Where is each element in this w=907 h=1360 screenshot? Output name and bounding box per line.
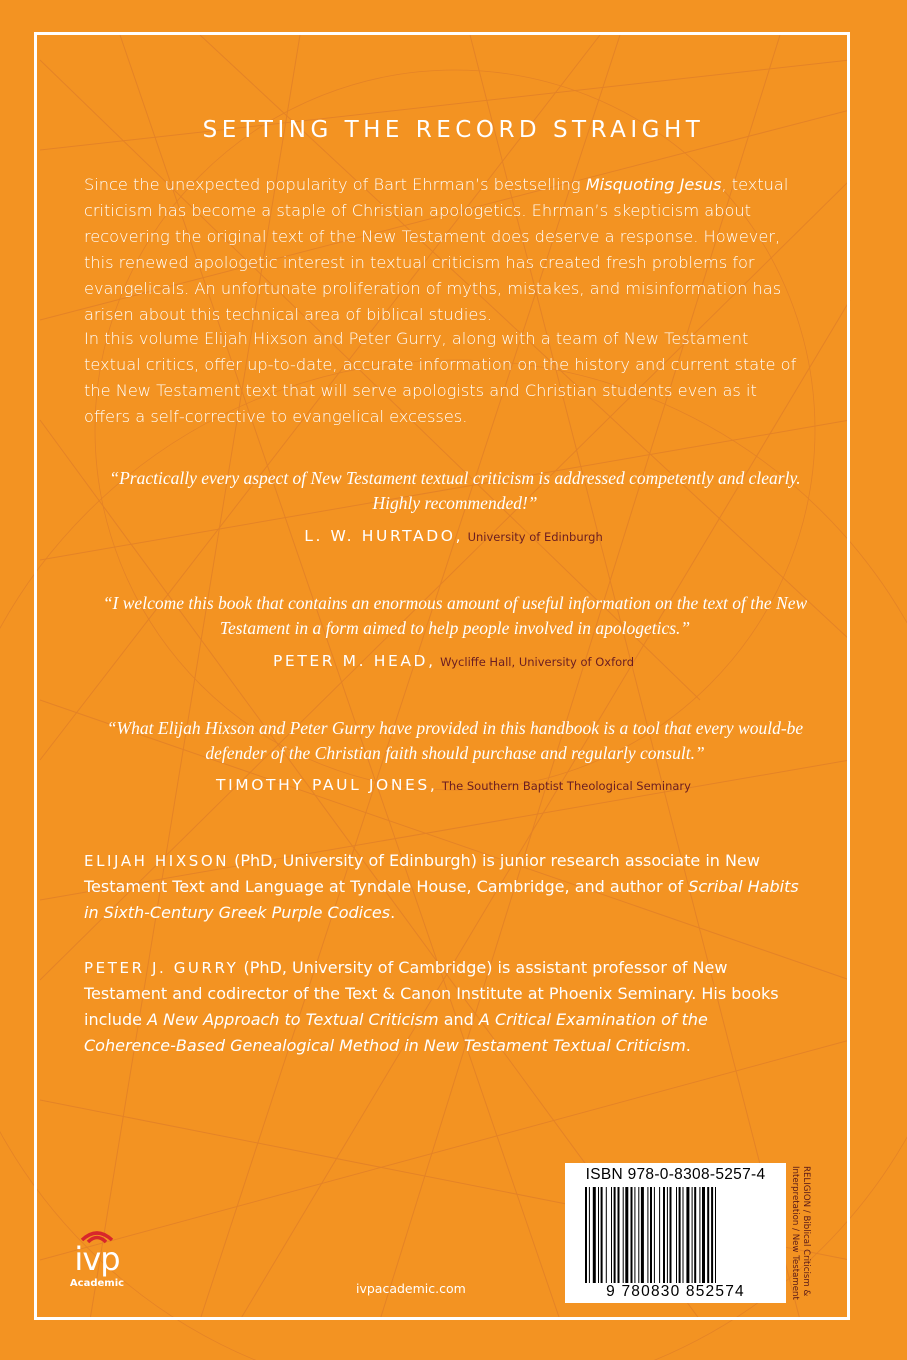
author-bio-gurry: PETER J. GURRY (PhD, University of Cambridge) is assistant professor of New Testament and codirector of the Text & Canon Institute at Phoenix Seminary. His books include A New Approach to Textual Criticism and A Critical Examination of the Coherence-Based Genealogical Method in New Testament Textual Criticism. bbox=[84, 958, 779, 1055]
endorser-name: TIMOTHY PAUL JONES, bbox=[216, 776, 438, 794]
barcode-bar bbox=[667, 1187, 668, 1283]
isbn-digits: 9 780830 852574 bbox=[606, 1283, 745, 1300]
endorsement-attribution bbox=[0, 652, 907, 671]
barcode-bar bbox=[686, 1187, 689, 1283]
barcode-bar bbox=[589, 1187, 590, 1283]
barcode-bar bbox=[715, 1187, 716, 1283]
barcode-bar bbox=[707, 1187, 709, 1283]
barcode-bar bbox=[650, 1187, 652, 1283]
endorser-institution: The Southern Baptist Theological Seminary bbox=[441, 779, 691, 793]
author-bio-hixson: ELIJAH HIXSON (PhD, University of Edinburgh) is junior research associate in New Testament Text and Language at Tyndale House, Cambridge, and author of Scribal Habits in Sixth-Century Greek Purple Codices. bbox=[84, 851, 799, 922]
barcode-bar bbox=[593, 1187, 596, 1283]
description-paragraph-1: Since the unexpected popularity of Bart Ehrman’s bestselling Misquoting Jesus, textual criticism has become a staple of Christian apologetics. Ehrman’s skepticism about recovering the original text of the New Testament does deserve a response. However, this renewed apologetic interest in textual criticism has created fresh problems for evangelicals. An unfortunate proliferation of myths, mistakes, and misinformation has arisen about this technical area of biblical studies. bbox=[84, 175, 789, 324]
barcode-bar bbox=[585, 1187, 587, 1283]
barcode-bar bbox=[618, 1187, 620, 1283]
barcode-bar bbox=[634, 1187, 635, 1283]
isbn-label: ISBN 978-0-8308-5257-4 bbox=[585, 1166, 766, 1183]
endorser-institution: Wycliffe Hall, University of Oxford bbox=[440, 655, 634, 669]
isbn-barcode-box bbox=[565, 1163, 786, 1303]
barcode-bar bbox=[606, 1187, 607, 1283]
barcode-bar bbox=[694, 1187, 696, 1283]
barcode-bar bbox=[711, 1187, 713, 1283]
endorsement-attribution bbox=[0, 776, 907, 795]
author-name: PETER J. GURRY bbox=[84, 959, 239, 977]
barcode-bar bbox=[641, 1187, 644, 1283]
barcode-bar bbox=[663, 1187, 665, 1283]
barcode-bar bbox=[692, 1187, 693, 1283]
endorsement-attribution bbox=[0, 527, 907, 546]
barcode-bar bbox=[623, 1187, 624, 1283]
barcode-bar bbox=[638, 1187, 639, 1283]
endorser-institution: University of Edinburgh bbox=[467, 530, 603, 544]
barcode-bar bbox=[654, 1187, 655, 1283]
barcode-bar bbox=[702, 1187, 705, 1283]
barcode-bar bbox=[598, 1187, 599, 1283]
barcode-bar bbox=[631, 1187, 633, 1283]
barcode-bar bbox=[614, 1187, 616, 1283]
barcode-bar bbox=[670, 1187, 672, 1283]
endorsement-quote: “I welcome this book that contains an enormous amount of useful information on the text of the New Testament in a form aimed to help people involved in apologetics.” bbox=[102, 593, 808, 638]
barcode bbox=[585, 1187, 766, 1283]
barcode-bar bbox=[611, 1187, 612, 1283]
endorsement-quote: “Practically every aspect of New Testament textual criticism is addressed competently and clearly. Highly recommended!” bbox=[109, 468, 801, 513]
barcode-bar bbox=[659, 1187, 660, 1283]
endorser-name: PETER M. HEAD, bbox=[272, 652, 436, 670]
endorsement-quote: “What Elijah Hixson and Peter Gurry have provided in this handbook is a tool that every would-be defender of the Christian faith should purchase and regularly consult.” bbox=[106, 718, 804, 763]
barcode-bar bbox=[679, 1187, 681, 1283]
category-label: RELIGION / Biblical Criticism & Interpretation / New Testament bbox=[790, 1166, 811, 1300]
description-paragraph-2: In this volume Elijah Hixson and Peter Gurry, along with a team of New Testament textual critics, offer up-to-date, accurate information on the history and current state of the New Testament text that will serve apologists and Christian students even as it offers a self-corrective to evangelical excesses. bbox=[84, 329, 797, 426]
barcode-bar bbox=[625, 1187, 628, 1283]
publisher-website: ivpacademic.com bbox=[356, 1281, 466, 1296]
barcode-bar bbox=[647, 1187, 648, 1283]
barcode-bar bbox=[699, 1187, 700, 1283]
barcode-bar bbox=[683, 1187, 684, 1283]
author-name: ELIJAH HIXSON bbox=[84, 852, 230, 870]
back-cover-heading: SETTING THE RECORD STRAIGHT bbox=[202, 117, 705, 143]
barcode-bar bbox=[601, 1187, 603, 1283]
ivp-academic-logo: ivp Academic bbox=[62, 1218, 132, 1298]
endorser-name: L. W. HURTADO, bbox=[304, 527, 464, 545]
barcode-bar bbox=[676, 1187, 677, 1283]
